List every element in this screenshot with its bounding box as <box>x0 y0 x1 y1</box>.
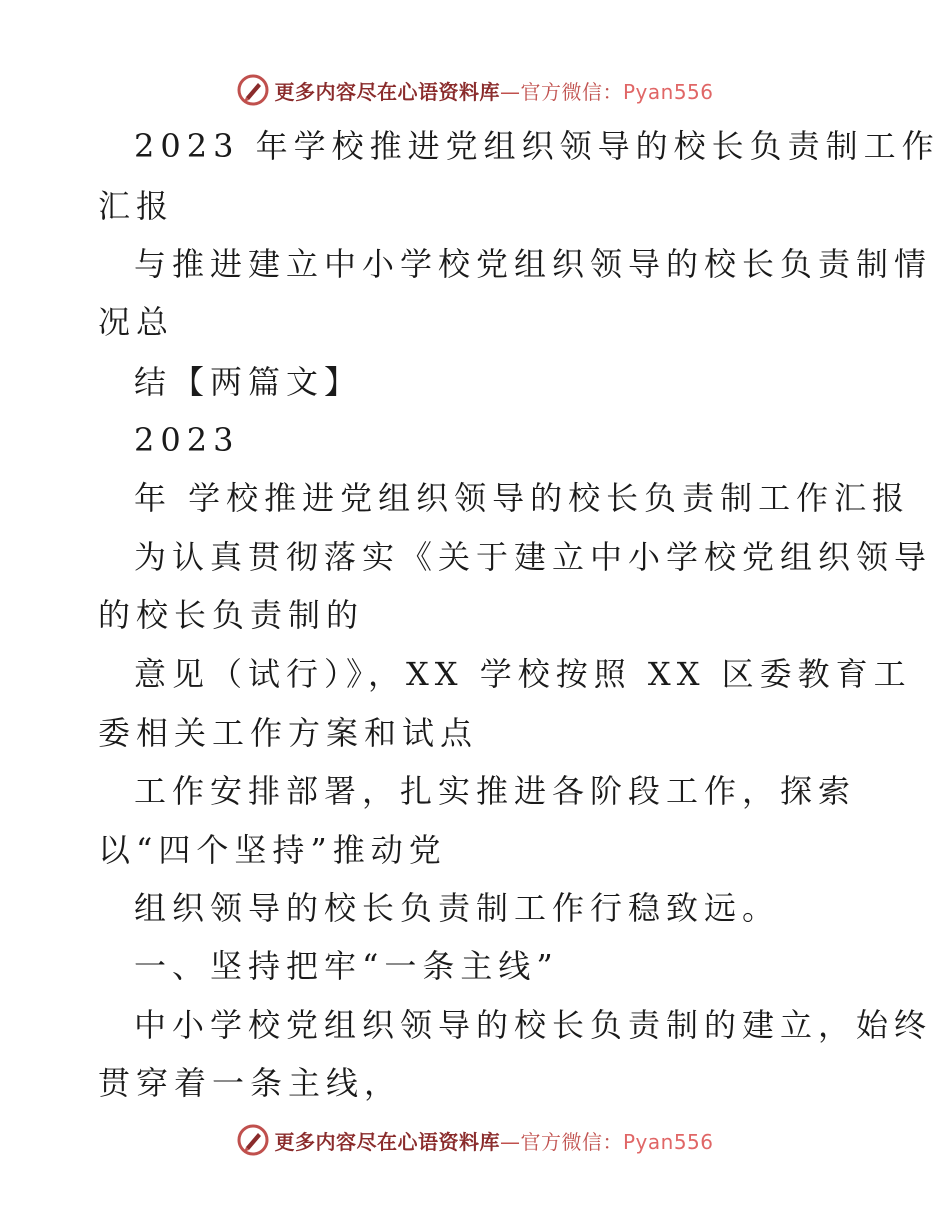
paragraph-line: 的校长负责制的 <box>98 596 365 634</box>
paragraph-line: 中小学校党组织领导的校长负责制的建立，始终 <box>134 1006 933 1044</box>
paragraph-line: 工作安排部署，扎实推进各阶段工作，探索 <box>134 772 857 810</box>
title-line-2: 汇报 <box>98 187 175 225</box>
paragraph-line: 委相关工作方案和试点 <box>98 714 479 752</box>
section-heading: 一、坚持把牢“一条主线” <box>134 947 559 985</box>
pen-logo-icon <box>236 73 270 107</box>
paragraph-line: 贯穿着一条主线， <box>98 1064 403 1102</box>
subtitle-line: 年 学校推进党组织领导的校长负责制工作汇报 <box>134 479 911 517</box>
paragraph-line: 组织领导的校长负责制工作行稳致远。 <box>134 889 781 927</box>
year-line: 2023 <box>134 421 240 459</box>
title-line-5: 结【两篇文】 <box>134 363 363 401</box>
title-line-1: 2023 年学校推进党组织领导的校长负责制工作 <box>134 127 940 165</box>
paragraph-line: 以“四个坚持”推动党 <box>98 831 447 869</box>
title-line-3: 与推进建立中小学校党组织领导的校长负责制情 <box>134 245 933 283</box>
title-line-4: 况总 <box>98 303 175 341</box>
header-watermark <box>0 70 950 110</box>
watermark-text: 更多内容尽在心语资料库—官方微信：Pyan556 <box>274 1129 714 1154</box>
paragraph-line: 为认真贯彻落实《关于建立中小学校党组织领导 <box>134 538 933 576</box>
paragraph-line: 意见（试行）》，XX 学校按照 XX 区委教育工 <box>134 655 912 693</box>
footer-watermark <box>0 1120 950 1160</box>
watermark-text: 更多内容尽在心语资料库—官方微信：Pyan556 <box>274 79 714 104</box>
pen-logo-icon <box>236 1123 270 1157</box>
